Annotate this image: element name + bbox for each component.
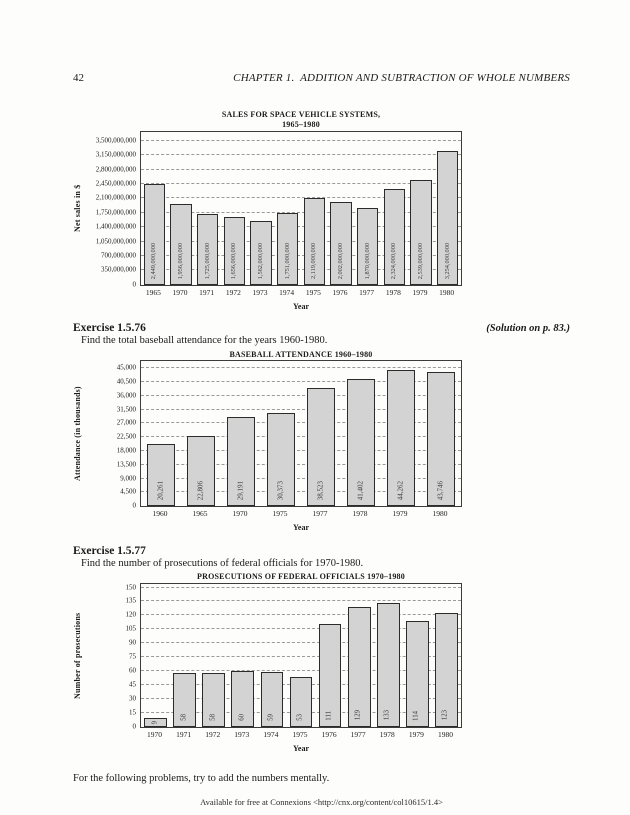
gridline (141, 587, 461, 588)
chart-title (140, 572, 462, 582)
bar-1974 (277, 213, 298, 285)
y-tick-label: 75 (129, 652, 136, 661)
exercise-prompt: Find the number of prosecutions of federal officials for 1970-1980. (81, 558, 364, 570)
y-tick-label: 120 (125, 610, 136, 619)
y-tick-label: 3,500,000,000 (95, 136, 136, 145)
bar-1973 (250, 221, 271, 285)
y-tick-label: 18,000 (116, 446, 136, 455)
bar-1975 (290, 677, 313, 726)
bar-value-label: 53 (296, 713, 304, 721)
bar-1975 (267, 413, 295, 506)
y-tick-label: 1,050,000,000 (95, 237, 136, 246)
y-axis-tick-labels (87, 131, 140, 289)
y-tick-label: 60 (129, 666, 136, 675)
bar-1971 (173, 673, 196, 727)
bar-1970 (144, 718, 167, 726)
chart-title (140, 110, 462, 131)
bar-value-label: 123 (442, 710, 450, 721)
bar-value-label: 3,254,000,000 (443, 242, 451, 279)
gridline (141, 367, 461, 368)
bar-1960 (147, 444, 175, 506)
y-tick-label: 30 (129, 694, 136, 703)
x-tick-label: 1970 (147, 729, 163, 739)
bar-1975 (304, 198, 325, 285)
y-tick-label: 0 (132, 501, 136, 510)
x-tick-label: 1976 (321, 729, 337, 739)
bar-value-label: 1,956,000,000 (176, 242, 184, 279)
bar-1976 (330, 202, 351, 284)
gridline (141, 169, 461, 170)
bar-value-label: 58 (180, 713, 188, 721)
y-tick-label: 0 (132, 722, 136, 731)
bar-value-label: 22,806 (196, 480, 205, 501)
bar-1978 (347, 379, 375, 506)
bar-1978 (377, 603, 400, 726)
exercise-label: Exercise 1.5.77 (73, 545, 146, 558)
bar-1979 (406, 621, 429, 727)
bar-value-label: 20,261 (156, 480, 165, 501)
bar-value-label: 2,002,000,000 (336, 242, 344, 279)
y-tick-label: 22,500 (116, 432, 136, 441)
y-tick-label: 1,400,000,000 (95, 222, 136, 231)
y-axis-title: Attendance (in thousands) (73, 386, 82, 482)
bar-1977 (348, 607, 371, 727)
x-tick-label: 1978 (352, 509, 368, 519)
bar-value-label: 2,449,000,000 (150, 242, 158, 279)
y-axis-tick-labels (87, 583, 140, 731)
gridline (141, 600, 461, 601)
y-tick-label: 350,000,000 (101, 265, 136, 274)
x-tick-label: 1974 (279, 287, 295, 297)
x-tick-label: 1979 (392, 509, 408, 519)
y-tick-label: 4,500 (120, 487, 136, 496)
bar-value-label: 114 (412, 710, 420, 721)
bar-value-label: 29,191 (236, 480, 245, 501)
bar-1970 (170, 204, 191, 284)
y-tick-label: 31,500 (116, 405, 136, 414)
x-axis-tick-labels (140, 288, 460, 299)
chart-federal-prosecutions (73, 572, 570, 752)
bar-value-label: 129 (354, 710, 362, 721)
bar-1980 (437, 151, 458, 285)
bar-value-label: 44,262 (396, 480, 405, 501)
solution-note: (Solution on p. 83.) (486, 322, 570, 334)
x-tick-label: 1977 (350, 729, 366, 739)
closing-note: For the following problems, try to add the numbers mentally. (73, 772, 330, 784)
x-tick-label: 1971 (176, 729, 192, 739)
y-tick-label: 2,450,000,000 (95, 179, 136, 188)
y-tick-label: 3,150,000,000 (95, 150, 136, 159)
bar-value-label: 2,324,000,000 (390, 242, 398, 279)
footer-attribution: Available for free at Connexions <http://cnx.org/content/col10615/1.4> (200, 796, 443, 807)
x-tick-label: 1977 (312, 509, 328, 519)
x-tick-label: 1965 (145, 287, 161, 297)
y-tick-label: 13,500 (116, 460, 136, 469)
bar-1965 (187, 436, 215, 506)
bar-1976 (319, 624, 342, 727)
y-tick-label: 135 (125, 596, 136, 605)
x-tick-label: 1971 (199, 287, 215, 297)
x-tick-label: 1972 (205, 729, 221, 739)
y-tick-label: 9,000 (120, 474, 136, 483)
bar-1972 (224, 217, 245, 285)
x-tick-label: 1974 (263, 729, 279, 739)
y-axis-tick-labels (87, 360, 140, 510)
bar-value-label: 30,373 (276, 480, 285, 501)
exercise-prompt: Find the total baseball attendance for the years 1960-1980. (81, 334, 328, 346)
bar-1979 (387, 370, 415, 506)
y-tick-label: 105 (125, 624, 136, 633)
bar-1979 (410, 180, 431, 284)
x-axis-title: Year (293, 523, 309, 533)
bar-value-label: 111 (325, 710, 333, 721)
gridline (141, 154, 461, 155)
bar-value-label: 1,751,000,000 (283, 242, 291, 279)
x-axis-tick-labels (140, 730, 460, 741)
x-tick-label: 1975 (292, 729, 308, 739)
y-tick-label: 45,000 (116, 363, 136, 372)
gridline (141, 140, 461, 141)
bar-value-label: 2,119,000,000 (310, 242, 318, 279)
x-tick-label: 1978 (379, 729, 395, 739)
bar-value-label: 38,523 (316, 480, 325, 501)
page-number: 42 (73, 72, 84, 84)
y-axis-title: Number of prosecutions (73, 611, 82, 699)
x-axis-tick-labels (140, 509, 460, 520)
bar-value-label: 1,656,000,000 (230, 242, 238, 279)
bar-1980 (435, 613, 458, 727)
chart-baseball-attendance (73, 350, 570, 532)
x-axis-title: Year (293, 743, 309, 753)
bar-1972 (202, 673, 225, 727)
x-tick-label: 1973 (252, 287, 268, 297)
x-tick-label: 1980 (437, 729, 453, 739)
bar-1973 (231, 671, 254, 727)
y-tick-label: 1,750,000,000 (95, 208, 136, 217)
bar-1971 (197, 214, 218, 285)
gridline (141, 614, 461, 615)
bar-value-label: 2,539,000,000 (416, 242, 424, 279)
chart-title (140, 350, 462, 360)
plot-area (140, 583, 462, 728)
chart-title-line: 1965–1980 (282, 120, 320, 130)
x-tick-label: 1970 (232, 509, 248, 519)
exercise-1-5-76 (73, 322, 570, 346)
y-tick-label: 2,800,000,000 (95, 165, 136, 174)
exercise-label: Exercise 1.5.76 (73, 321, 146, 334)
x-tick-label: 1975 (305, 287, 321, 297)
exercise-1-5-77 (73, 545, 570, 569)
y-tick-label: 700,000,000 (101, 251, 136, 260)
y-tick-label: 45 (129, 680, 136, 689)
y-tick-label: 27,000 (116, 418, 136, 427)
bar-1978 (384, 189, 405, 285)
chart-title-line: BASEBALL ATTENDANCE 1960–1980 (229, 349, 373, 359)
chapter-header: CHAPTER 1. ADDITION AND SUBTRACTION OF WHOLE NUMBERS (233, 72, 570, 84)
bar-1977 (307, 388, 335, 506)
y-tick-label: 150 (125, 583, 136, 592)
y-tick-label: 36,000 (116, 391, 136, 400)
running-head (73, 72, 570, 84)
x-tick-label: 1960 (152, 509, 168, 519)
bar-1974 (261, 672, 284, 727)
y-tick-label: 2,100,000,000 (95, 193, 136, 202)
y-axis-title: Net sales in $ (73, 184, 82, 233)
y-tick-label: 40,500 (116, 377, 136, 386)
x-tick-label: 1975 (272, 509, 288, 519)
x-tick-label: 1965 (192, 509, 208, 519)
x-tick-label: 1973 (234, 729, 250, 739)
chart-title-line: SALES FOR SPACE VEHICLE SYSTEMS, (221, 110, 381, 119)
x-tick-label: 1972 (225, 287, 241, 297)
chart-title-line: PROSECUTIONS OF FEDERAL OFFICIALS 1970–1980 (197, 572, 405, 582)
x-axis-title: Year (293, 301, 309, 311)
plot-area (140, 131, 462, 286)
x-tick-label: 1979 (408, 729, 424, 739)
chart-space-vehicle-sales (73, 110, 570, 311)
bar-value-label: 41,402 (356, 480, 365, 501)
x-tick-label: 1976 (332, 287, 348, 297)
bar-1970 (227, 417, 255, 507)
y-tick-label: 90 (129, 638, 136, 647)
x-tick-label: 1980 (432, 509, 448, 519)
bar-value-label: 60 (238, 713, 246, 721)
bar-value-label: 1,725,000,000 (203, 242, 211, 279)
bar-1977 (357, 208, 378, 285)
y-tick-label: 15 (129, 708, 136, 717)
bar-value-label: 133 (383, 710, 391, 721)
plot-area (140, 360, 462, 507)
bar-1980 (427, 372, 455, 506)
x-tick-label: 1980 (439, 287, 455, 297)
bar-value-label: 59 (267, 713, 275, 721)
x-tick-label: 1978 (385, 287, 401, 297)
bar-value-label: 9 (151, 721, 159, 725)
x-tick-label: 1979 (412, 287, 428, 297)
x-tick-label: 1970 (172, 287, 188, 297)
bar-value-label: 43,746 (436, 480, 445, 501)
bar-1965 (144, 184, 165, 285)
y-tick-label: 0 (132, 280, 136, 289)
bar-value-label: 58 (209, 713, 217, 721)
bar-value-label: 1,870,000,000 (363, 242, 371, 279)
bar-value-label: 1,562,000,000 (256, 242, 264, 279)
x-tick-label: 1977 (359, 287, 375, 297)
